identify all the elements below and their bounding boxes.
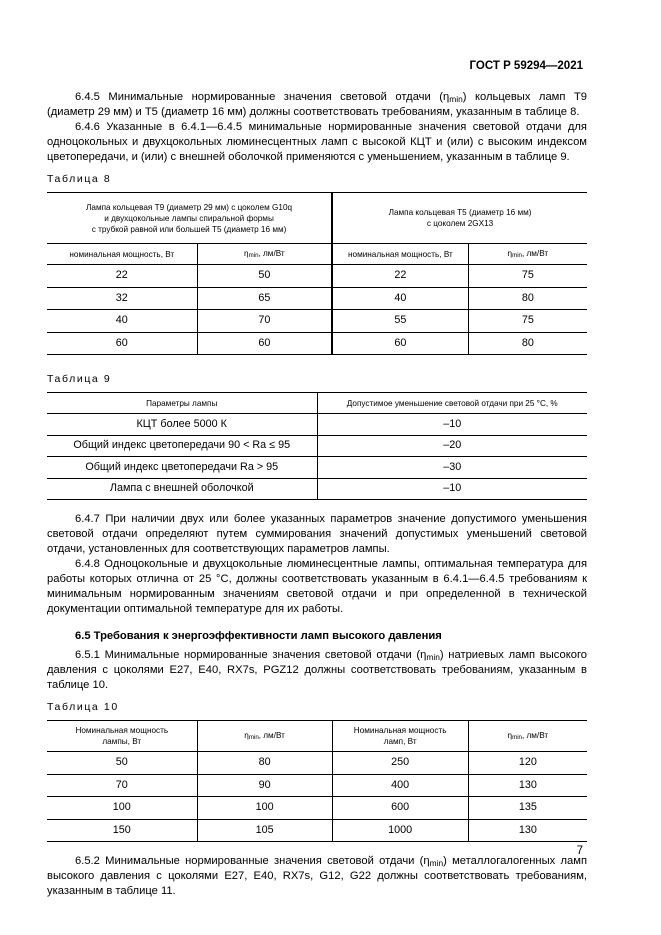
table-cell: 75: [468, 265, 587, 288]
table-cell: –10: [317, 414, 587, 436]
table-cell: Общий индекс цветопередачи Ra > 95: [47, 457, 317, 479]
table-cell: 50: [47, 752, 197, 775]
eta-symbol: ηmin: [443, 91, 463, 104]
table-row: [47, 457, 587, 479]
table-cell: 60: [332, 332, 468, 355]
table-cell: 130: [468, 819, 587, 842]
table-9: [47, 392, 587, 500]
table-cell: 55: [332, 310, 468, 333]
table-cell: 60: [197, 332, 332, 355]
paragraph-6-5-2: 6.5.2 Минимальные нормированные значения световой отдачи (ηmin) металлогалогенных ламп высокого давления с цоколями Е27, Е40, RX7s, G12, G22 должны соответствовать требованиям, указанным в таблице 11.: [47, 855, 587, 897]
table-10-col-eff-1: ηmin, лм/Вт: [197, 721, 332, 752]
table-10-col-eff-2: ηmin, лм/Вт: [468, 721, 587, 752]
table-10-col-power-2: Номинальная мощность ламп, Вт: [332, 721, 468, 752]
paragraph-6-4-5: 6.4.5 Минимальные нормированные значения световой отдачи (ηmin) кольцевых ламп Т9 (диаметр 29 мм) и Т5 (диаметр 16 мм) должны соответствовать требованиям, указанным в таблице 8.: [47, 91, 588, 118]
table-row: [47, 287, 587, 310]
paragraph-6-4-6: 6.4.6 Указанные в 6.4.1—6.4.5 минимальные нормированные значения световой отдачи для одноцокольных и двухцокольных люминесцентных ламп с высокой КЦТ и (или) с высоким индексом цветопередачи, и (или) с внешней оболочкой применяются с уменьшением, указанным в таблице 9.: [47, 121, 587, 163]
table-cell: 90: [197, 774, 332, 797]
table-cell: 70: [197, 310, 332, 333]
table-cell: 65: [197, 287, 332, 310]
table-cell: 600: [332, 797, 468, 820]
page-content: [47, 90, 587, 899]
table-row: [47, 414, 587, 436]
table-cell: –10: [317, 478, 587, 500]
page-number: 7: [576, 845, 583, 857]
table-cell: 22: [47, 265, 197, 288]
table-9-caption: Таблица 9: [47, 373, 112, 385]
table-cell: 22: [332, 265, 468, 288]
table-cell: 100: [197, 797, 332, 820]
table-cell: 105: [197, 819, 332, 842]
table-9-col-parameters: Параметры лампы: [47, 393, 317, 414]
table-8-col-power-1: номинальная мощность, Вт: [47, 244, 197, 265]
table-row: [47, 332, 587, 355]
paragraph-6-4-8: 6.4.8 Одноцокольные и двухцокольные люминесцентные лампы, оптимальная температура для работы которых отлична от 25 °С, должны соответствовать указанным в 6.4.1—6.4.5 требованиям к минимальным нормированным значениям световой отдачи и при определенной в технической документации оптимальной температуре для их работы.: [47, 558, 587, 615]
paragraph-6-5-1: 6.5.1 Минимальные нормированные значения световой отдачи (ηmin) натриевых ламп высокого давления с цоколями Е27, Е40, RX7s, PGZ12 должны соответствовать требованиям, указанным в таблице 10.: [47, 649, 588, 691]
table-10-caption: Таблица 10: [47, 701, 119, 713]
table-cell: Лампа с внешней оболочкой: [47, 478, 317, 500]
table-10-col-power-1: Номинальная мощность лампы, Вт: [47, 721, 197, 752]
eta-symbol: ηmin: [423, 855, 444, 868]
table-row: [47, 310, 587, 333]
table-cell: 50: [197, 265, 332, 288]
table-cell: 32: [47, 287, 197, 310]
table-cell: 80: [468, 287, 587, 310]
table-cell: –30: [317, 457, 587, 479]
table-cell: 40: [332, 287, 468, 310]
table-cell: 75: [468, 310, 587, 333]
table-10: [47, 720, 587, 842]
table-cell: Общий индекс цветопередачи 90 < Ra ≤ 95: [47, 435, 317, 457]
table-cell: –20: [317, 435, 587, 457]
table-row: [47, 435, 587, 457]
table-cell: 100: [47, 797, 197, 820]
table-row: [47, 797, 587, 820]
table-cell: 250: [332, 752, 468, 775]
table-cell: 60: [47, 332, 197, 355]
table-row: [47, 819, 587, 842]
table-cell: 80: [197, 752, 332, 775]
table-8-group-t5-header: Лампа кольцевая Т5 (диаметр 16 мм) с цоколем 2GX13: [332, 193, 587, 244]
table-cell: 150: [47, 819, 197, 842]
table-row: [47, 752, 587, 775]
table-cell: 135: [468, 797, 587, 820]
table-8: [47, 192, 587, 355]
table-cell: 1000: [332, 819, 468, 842]
table-cell: 80: [468, 332, 587, 355]
document-code: ГОСТ Р 59294—2021: [469, 60, 583, 72]
paragraph-6-4-7: 6.4.7 При наличии двух или более указанных параметров значение допустимого уменьшения световой отдачи определяют путем суммирования значений допустимых уменьшений световой отдачи, установленных для соответствующих параметров лампы.: [47, 513, 587, 555]
table-cell: 400: [332, 774, 468, 797]
table-cell: 130: [468, 774, 587, 797]
table-8-col-power-2: номинальная мощность, Вт: [332, 244, 468, 265]
table-row: [47, 774, 587, 797]
table-row: [47, 478, 587, 500]
table-8-caption: Таблица 8: [47, 173, 112, 185]
eta-symbol: ηmin: [420, 649, 440, 662]
table-cell: КЦТ более 5000 К: [47, 414, 317, 436]
table-cell: 70: [47, 774, 197, 797]
table-cell: 40: [47, 310, 197, 333]
table-row: [47, 265, 587, 288]
table-8-col-eff-2: ηmin, лм/Вт: [468, 244, 587, 265]
table-9-col-reduction: Допустимое уменьшение световой отдачи при 25 °С, %: [317, 393, 587, 414]
table-cell: 120: [468, 752, 587, 775]
table-8-group-t9-header: Лампа кольцевая Т9 (диаметр 29 мм) с цоколем G10q и двухцокольные лампы спиральной формы с трубкой равной или большей Т5 (диаметр 16 мм): [47, 193, 332, 244]
section-6-5-title: 6.5 Требования к энергоэффективности ламп высокого давления: [75, 630, 442, 642]
table-8-col-eff-1: ηmin, лм/Вт: [197, 244, 332, 265]
